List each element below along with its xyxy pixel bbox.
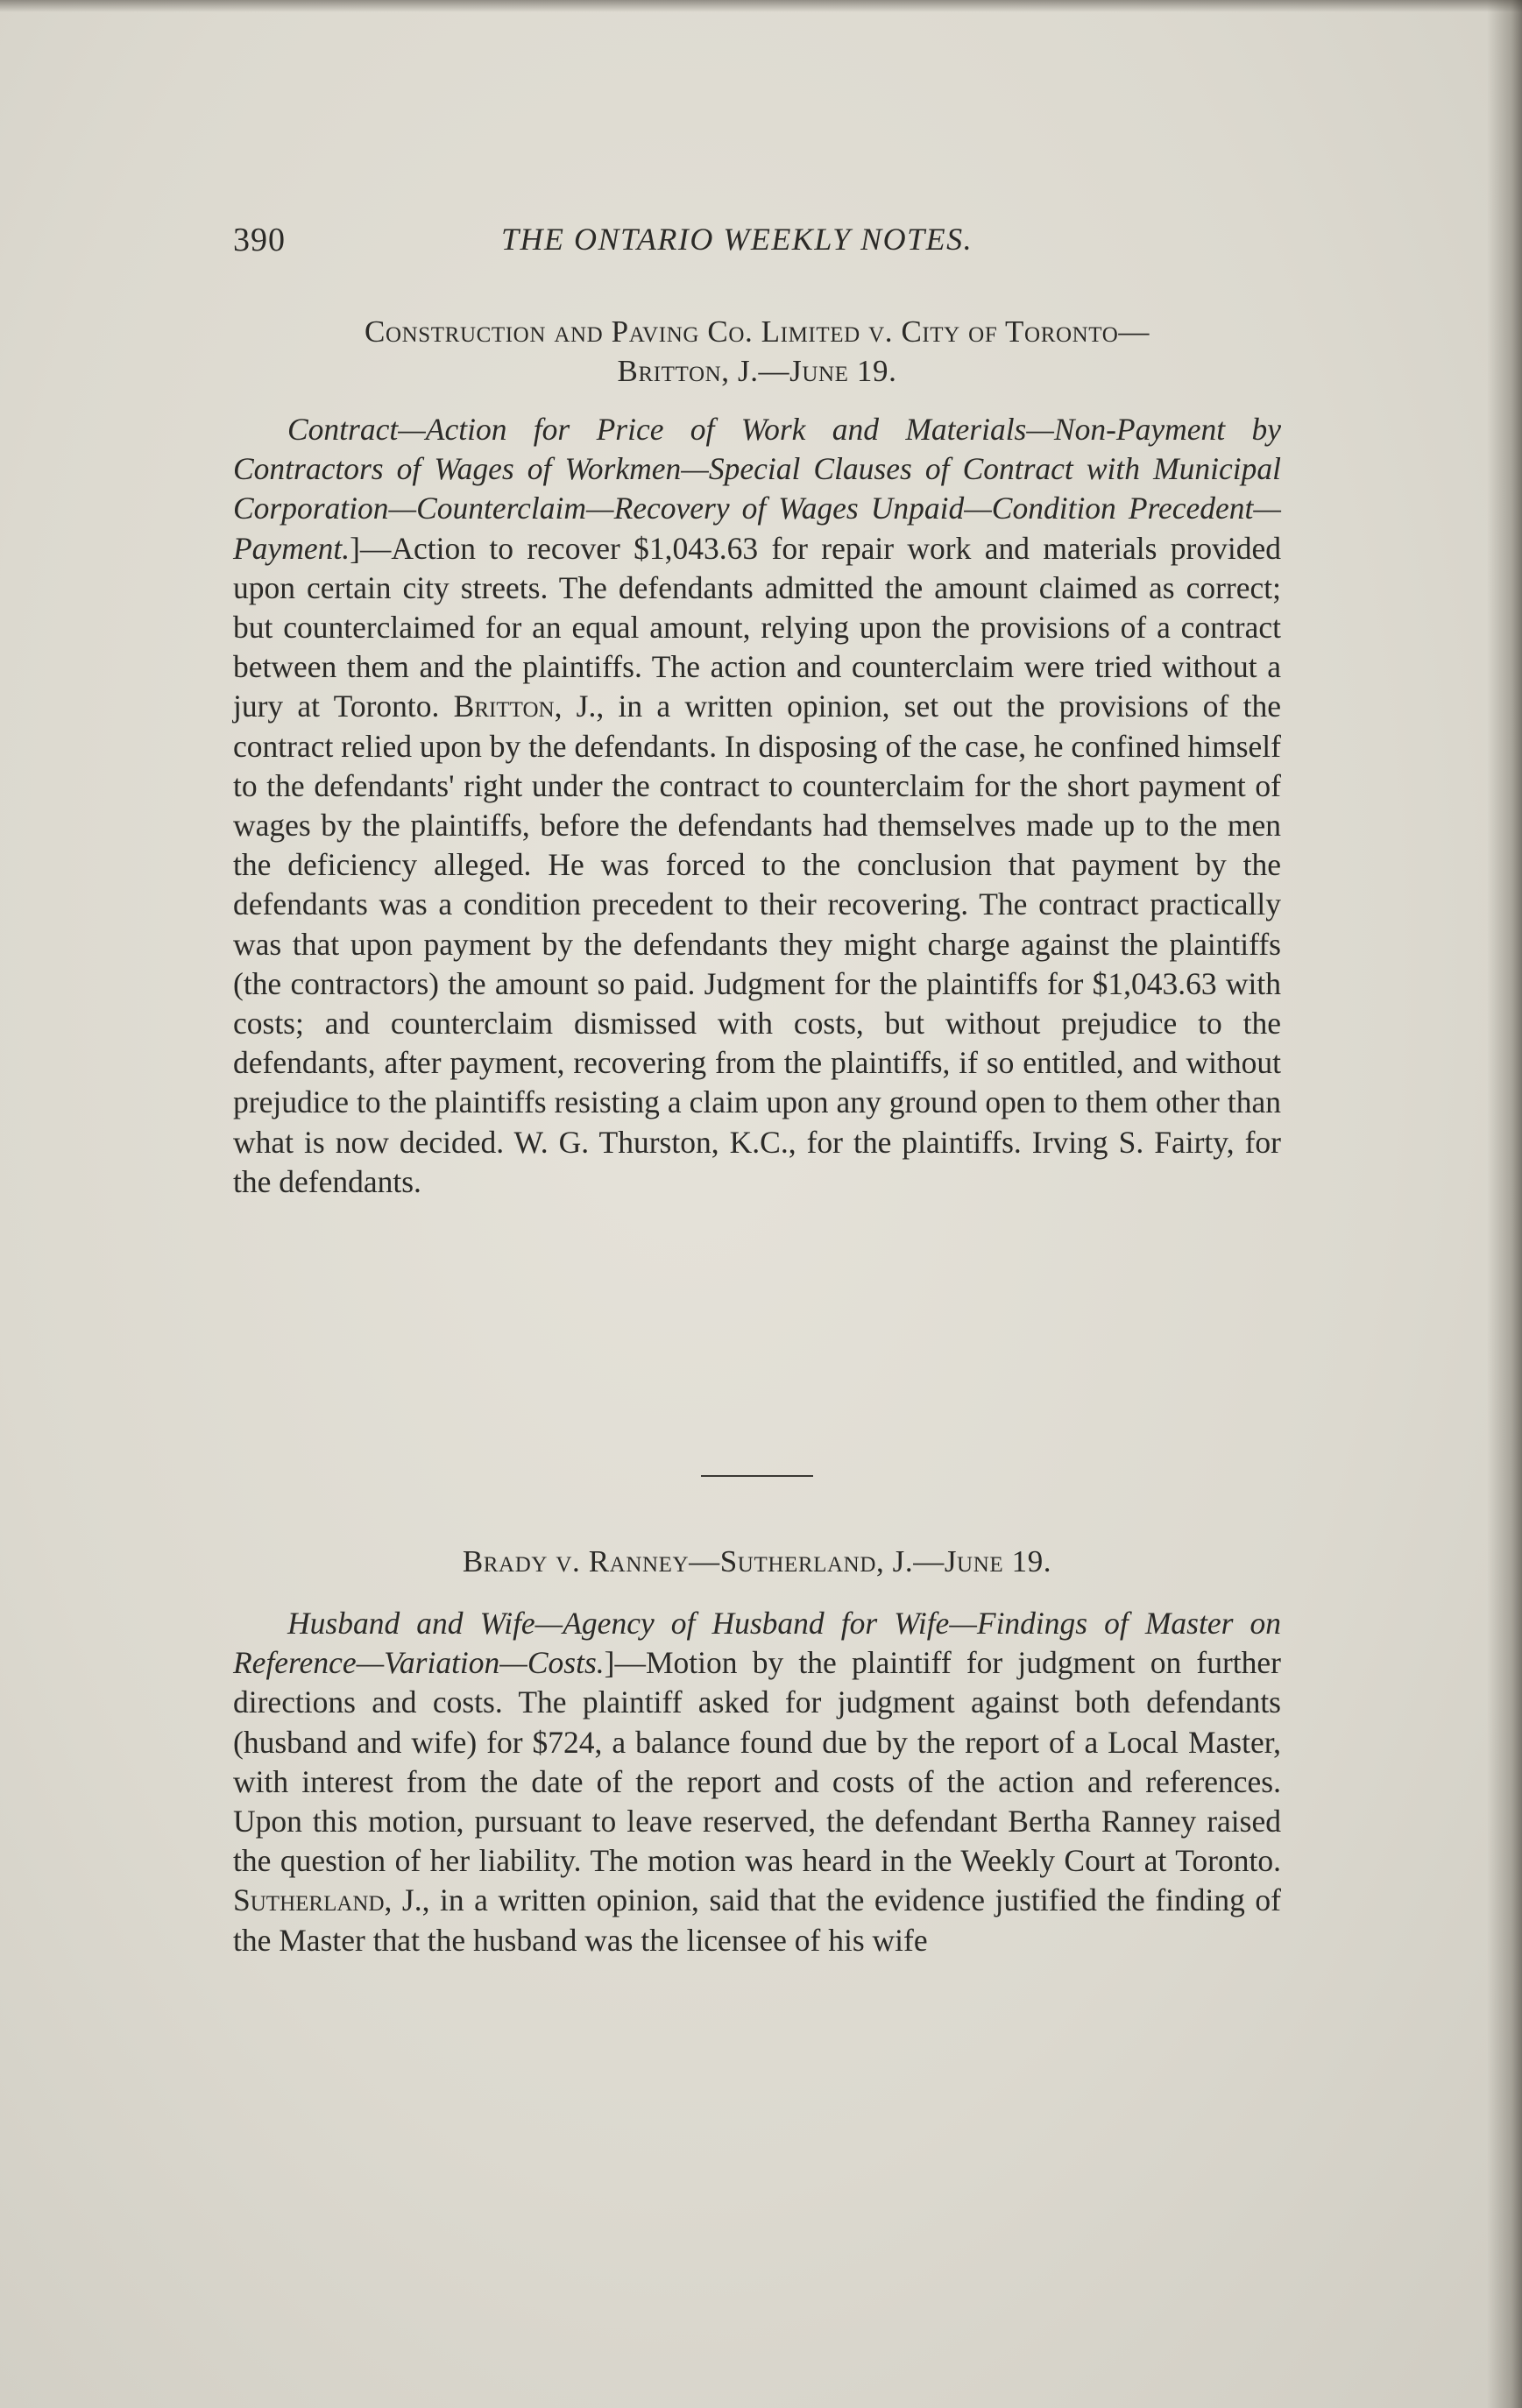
case-title-line-1: Brady v. Ranney—Sutherland, J.—June 19. — [462, 1544, 1052, 1578]
judge-name: Britton — [453, 689, 555, 724]
case-body — [233, 1604, 1281, 1960]
page-binding-shadow — [1487, 0, 1522, 2408]
case-title-line-2: Britton, J.—June 19. — [617, 354, 897, 388]
case-text-part-2: , J., in a written opinion, set out the provisions of the contract relied upon by the defendants. In disposing of the case, he confined himself to the defendants' right under the contract to counterclaim for the short payment of wages by the plaintiffs, before the defendants had themselves made up to the men the deficiency alleged. He was forced to the conclusion that payment by the defendants was a condition precedent to their recovering. The contract practically was that upon payment by the defendants they might charge against the plaintiffs (the contractors) the amount so paid. Judgment for the plaintiffs for $1,043.63 with costs; and counterclaim dismissed with costs, but without prejudice to the defendants, after payment, recovering from the plaintiffs, if so entitled, and without prejudice to the plaintiffs resisting a claim upon any ground open to them other than what is now decided. W. G. Thurston, K.C., for the plaintiffs. Irving S. Fairty, for the defendants. — [233, 689, 1281, 1199]
judge-name: Sutherland — [233, 1882, 385, 1918]
case-headnote: Husband and Wife—Agency of Husband for Wife—Findings of Master on Reference—Variation—Costs. — [233, 1606, 1281, 1681]
case-title-line-1: Construction and Paving Co. Limited v. City of Toronto— — [365, 314, 1150, 349]
page-number: 390 — [233, 222, 286, 258]
running-title: THE ONTARIO WEEKLY NOTES. — [501, 222, 973, 257]
case-title — [233, 312, 1281, 391]
case-headnote: Contract—Action for Price of Work and Materials—Non-Payment by Contractors of Wages of Workmen—Special Clauses of Contract with Municipal Corporation—Counterclaim—Recovery of Wages Unpaid—Condition Precedent—Payment. — [233, 412, 1281, 566]
case-body — [233, 410, 1281, 1202]
case-brady-ranney — [233, 1542, 1281, 1960]
case-text-part-1: ]—Action to recover $1,043.63 for repair work and materials provided upon certain city streets. The defendants admitted the amount claimed as correct; but counterclaimed for an equal amount, relying upon the provisions of a contract between them and the plaintiffs. The action and counterclaim were tried without a jury at Toronto. — [233, 530, 1281, 724]
page-top-shadow — [0, 0, 1522, 12]
case-title — [233, 1542, 1281, 1581]
case-construction-paving — [233, 312, 1281, 1202]
page-header — [233, 221, 1285, 273]
case-text-part-2: , J., in a written opinion, said that the evidence justified the finding of the Master that the husband was the licensee of his wife — [233, 1882, 1281, 1958]
case-text-part-1: ]—Motion by the plaintiff for judgment on further directions and costs. The plaintiff asked for judgment against both defendants (husband and wife) for $724, a balance found due by the report of a Local Master, with interest from the date of the report and costs of the action and references. Upon this motion, pursuant to leave reserved, the defendant Bertha Ranney raised the question of her liability. The motion was heard in the Weekly Court at Toronto. — [233, 1645, 1281, 1879]
section-divider — [701, 1475, 813, 1477]
